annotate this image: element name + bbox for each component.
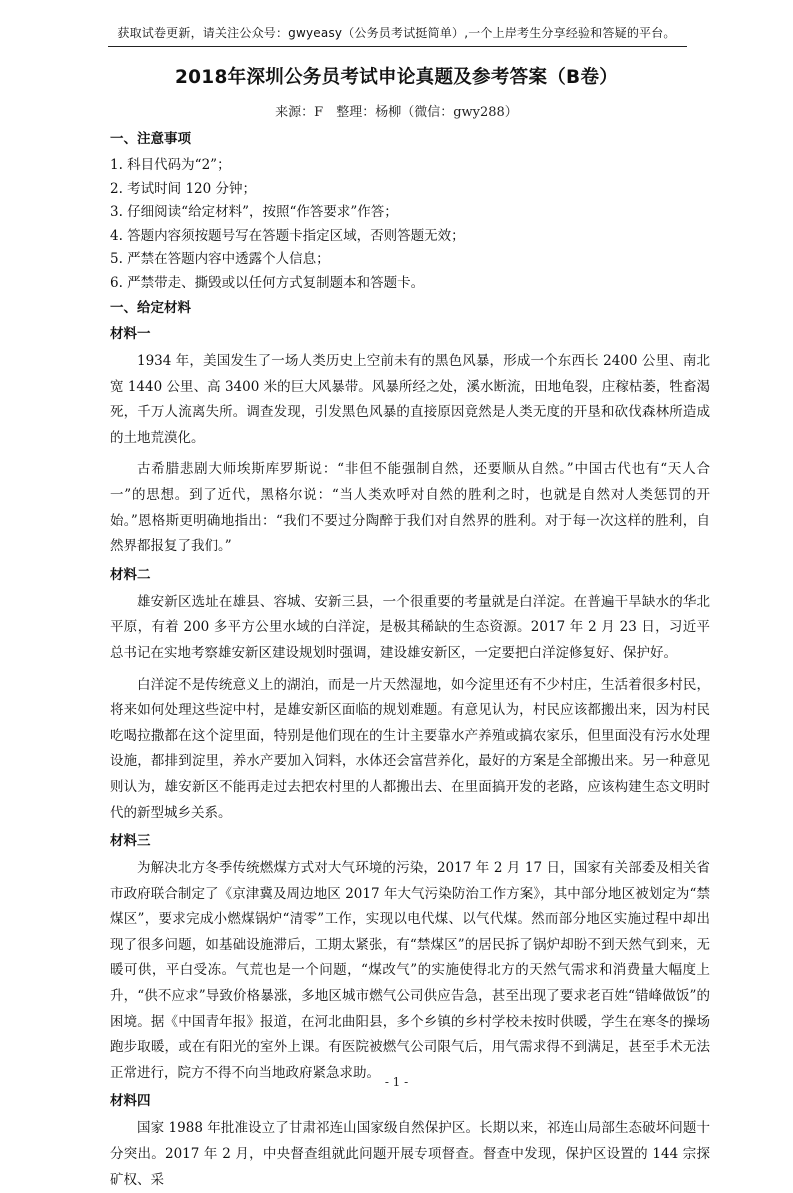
header-notice: 获取试卷更新，请关注公众号：gwyeasy（公务员考试挺简单）,一个上岸考生分享经验和答疑的平台。 (117, 26, 676, 40)
page-number: - 1 - (384, 1075, 409, 1089)
material-2-paragraph: 白洋淀不是传统意义上的湖泊，而是一片天然湿地，如今淀里还有不少村庄，生活着很多村民，将来如何处理这些淀中村，是雄安新区面临的规划难题。有意见认为，村民应该都搬出来，因为村民吃喝拉撒都在这个淀里面，特别是他们现在的生计主要靠水产养殖或搞农家乐，但里面没有污水处理设施，都排到淀里，养水产要加入饲料，水体还会富营养化，最好的方案是全部搬出来。另一种意见则认为，雄安新区不能再走过去把农村里的人都搬出去、在里面搞开发的老路，应该构建生态文明时代的新型城乡关系。 (110, 676, 710, 821)
header-divider (108, 46, 687, 47)
notice-item: 4. 答题内容须按题号写在答题卡指定区域，否则答题无效； (110, 227, 465, 244)
material-1-paragraph: 古希腊悲剧大师埃斯库罗斯说：“非但不能强制自然，还要顺从自然。”中国古代也有“天人合一”的思想。到了近代，黑格尔说：“当人类欢呼对自然的胜利之时，也就是自然对人类惩罚的开始。”恩格斯更明确地指出：“我们不要过分陶醉于我们对自然界的胜利。对于每一次这样的胜利，自然界都报复了我们。” (110, 461, 710, 555)
notice-item: 5. 严禁在答题内容中透露个人信息； (110, 251, 330, 267)
material-3-paragraph: 为解决北方冬季传统燃煤方式对大气环境的污染，2017 年 2 月 17 日，国家有关部委及相关省市政府联合制定了《京津冀及周边地区 2017 年大气污染防治工作方案》，其中部分地区被划定为“禁煤区”，要求完成小燃煤锅炉“清零”工作，实现以电代煤、以气代煤。然而部分地区实施过程中却出现了很多问题，如基础设施滞后，工期太紧张，有“禁煤区”的居民拆了锅炉却盼不到天然气到来，无暖可供，平白受冻。气荒也是一个问题，“煤改气”的实施使得北方的天然气需求和消费量大幅度上升，“供不应求”导致价格暴涨，多地区城市燃气公司供应告急，甚至出现了要求老百姓“错峰做饭”的困境。据《中国青年报》报道，在河北曲阳县，多个乡镇的乡村学校未按时供暖，学生在寒冬的操场跑步取暖，或在有阳光的室外上课。有医院被燃气公司限气后，用气需求得不到满足，甚至手术无法正常进行，院方不得不向当地政府紧急求助。 (110, 860, 710, 1081)
notice-item: 3. 仔细阅读“给定材料”，按照“作答要求”作答； (110, 204, 398, 220)
document-body (110, 128, 710, 1193)
material-4-paragraph: 国家 1988 年批准设立了甘肃祁连山国家级自然保护区。长期以来，祁连山局部生态破坏问题十分突出。2017 年 2 月，中央督查组就此问题开展专项督查。督查中发现，保护区设置的 144 宗探矿权、采 (110, 1120, 710, 1188)
material-4-title: 材料四 (110, 1093, 151, 1110)
material-3-title: 材料三 (110, 833, 151, 850)
notice-item: 2. 考试时间 120 分钟； (110, 180, 257, 197)
notice-list (110, 154, 710, 295)
notice-item: 1. 科目代码为“2”； (110, 157, 231, 173)
document-title: 2018年深圳公务员考试申论真题及参考答案（B卷） (174, 67, 619, 88)
notice-item: 6. 严禁带走、撕毁或以任何方式复制题本和答题卡。 (110, 274, 425, 291)
material-1-title: 材料一 (110, 326, 151, 342)
notice-heading: 一、注意事项 (110, 131, 191, 147)
material-1-paragraph: 1934 年，美国发生了一场人类历史上空前未有的黑色风暴，形成一个东西长 2400 公里、南北宽 1440 公里、高 3400 米的巨大风暴带。风暴所经之处，溪水断流，田地龟裂，庄稼枯萎，牲畜渴死，千万人流离失所。调查发现，引发黑色风暴的直接原因竟然是人类无度的开垦和砍伐森林所造成的土地荒漠化。 (110, 353, 710, 446)
material-2-paragraph: 雄安新区选址在雄县、容城、安新三县，一个很重要的考量就是白洋淀。在普遍干旱缺水的华北平原，有着 200 多平方公里水域的白洋淀，是极其稀缺的生态资源。2017 年 2 月 23 日，习近平总书记在实地考察雄安新区建设规划时强调，建设雄安新区，一定要把白洋淀修复好、保护好。 (110, 593, 710, 661)
material-2-title: 材料二 (110, 566, 151, 583)
document-source: 来源：F 整理：杨柳（微信：gwy288） (275, 105, 518, 120)
materials-heading: 一、给定材料 (110, 300, 191, 316)
